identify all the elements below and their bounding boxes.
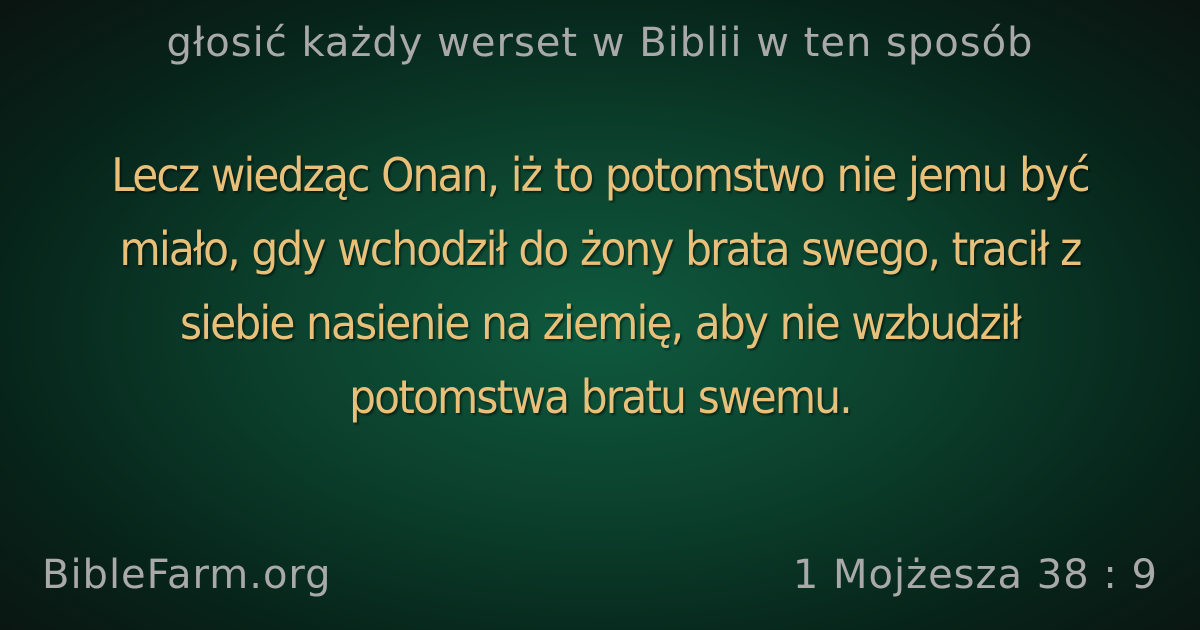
site-name: BibleFarm.org bbox=[42, 552, 332, 598]
verse-reference: 1 Mojżesza 38 : 9 bbox=[792, 552, 1158, 598]
verse-text: Lecz wiedząc Onan, iż to potomstwo nie jemu być miało, gdy wchodził do żony brata swego, tracił z siebie nasienie na ziemię, aby nie wzbudził potomstwa bratu swemu. bbox=[111, 148, 1089, 424]
tagline: głosić każdy werset w Biblii w ten sposób bbox=[166, 20, 1034, 66]
